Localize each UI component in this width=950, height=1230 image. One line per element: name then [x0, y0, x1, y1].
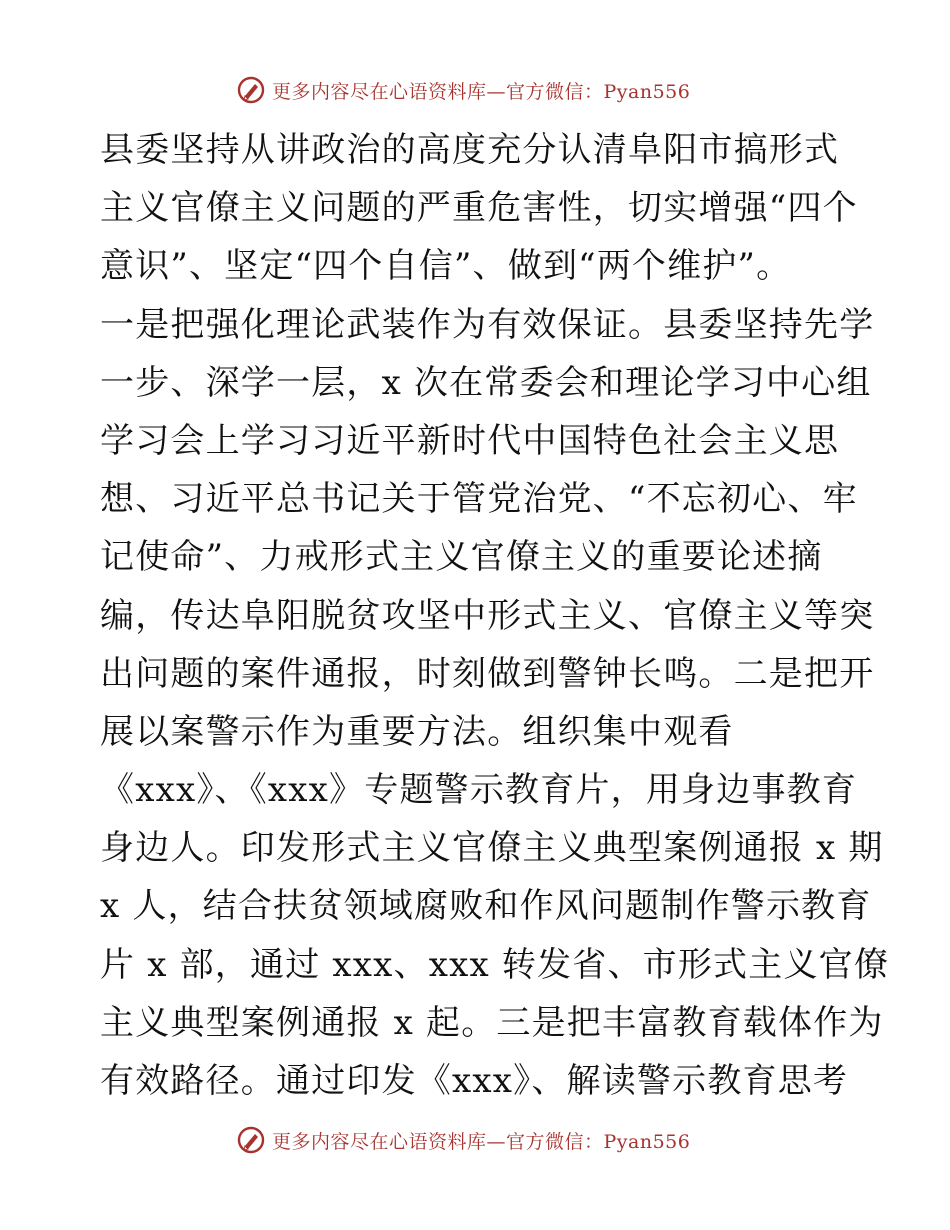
text-line: 主义典型案例通报 x 起。三是把丰富教育载体作为: [100, 1002, 884, 1043]
footer-watermark: [236, 1123, 690, 1157]
pen-logo-icon: [236, 1125, 266, 1155]
text-line: 编，传达阜阳脱贫攻坚中形式主义、官僚主义等突: [100, 595, 875, 636]
header-watermark: [236, 73, 690, 107]
text-line: 学习会上学习习近平新时代中国特色社会主义思: [100, 420, 840, 461]
text-line: 一是把强化理论武装作为有效保证。县委坚持先学: [100, 304, 875, 345]
pen-logo-icon: [236, 75, 266, 105]
text-line: 展以案警示作为重要方法。组织集中观看: [100, 711, 734, 752]
text-line: 想、习近平总书记关于管党治党、“不忘初心、牢: [100, 479, 858, 520]
text-line: x 人，结合扶贫领域腐败和作风问题制作警示教育: [100, 886, 872, 927]
text-line: 片 x 部，通过 xxx、xxx 转发省、市形式主义官僚: [100, 944, 890, 985]
text-line: 意识”、坚定“四个自信”、做到“两个维护”。: [100, 246, 792, 287]
text-line: 《xxx》、《xxx》专题警示教育片，用身边事教育: [100, 770, 858, 811]
text-line: 县委坚持从讲政治的高度充分认清阜阳市搞形式: [100, 130, 840, 170]
text-line: 出问题的案件通报，时刻做到警钟长鸣。二是把开: [100, 653, 875, 694]
watermark-text: 更多内容尽在心语资料库—官方微信：Pyan556: [272, 80, 691, 103]
text-line: 身边人。印发形式主义官僚主义典型案例通报 x 期: [100, 828, 884, 869]
text-line: 记使命”、力戒形式主义官僚主义的重要论述摘: [100, 537, 823, 578]
text-line: 一步、深学一层，x 次在常委会和理论学习中心组: [100, 362, 872, 403]
watermark-text: 更多内容尽在心语资料库—官方微信：Pyan556: [272, 1130, 691, 1153]
text-line: 有效路径。通过印发《xxx》、解读警示教育思考: [100, 1061, 849, 1101]
text-line: 主义官僚主义问题的严重危害性，切实增强“四个: [100, 188, 858, 229]
document-body: [100, 121, 890, 1110]
